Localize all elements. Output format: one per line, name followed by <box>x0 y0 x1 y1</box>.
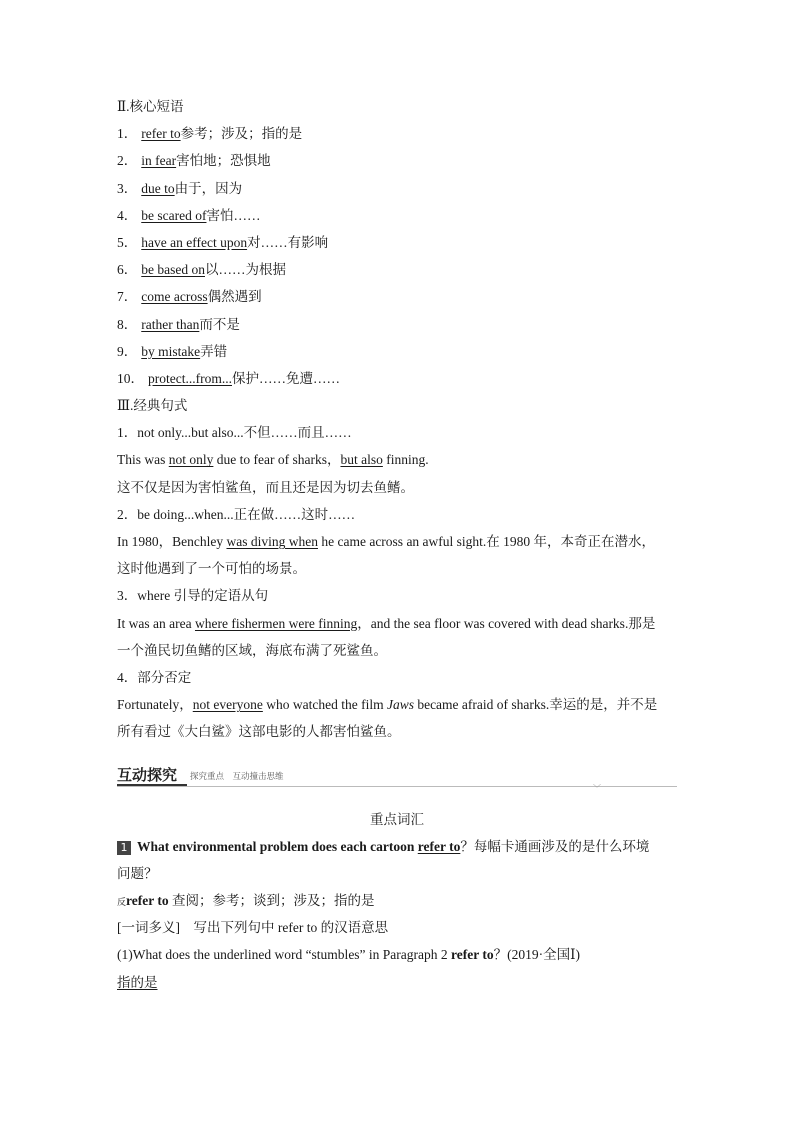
phrase-number: 3． <box>117 180 138 196</box>
section-title: Ⅱ.核心短语 <box>117 99 184 114</box>
phrase-item <box>117 120 677 147</box>
text: finning. <box>382 452 429 468</box>
instruction: [一词多义] 写出下列句中 refer to 的汉语意思 <box>117 920 389 936</box>
definition-word: refer to <box>126 893 169 909</box>
divider-notch-icon: ﹀ <box>593 783 601 793</box>
bold-text: refer to <box>451 947 494 963</box>
text: ，and the sea floor was covered with dead sharks.那是 <box>357 615 656 631</box>
phrase-chinese: 由于，因为 <box>174 180 243 196</box>
phrase-english: due to <box>141 180 175 196</box>
pattern-heading: 3．where 引导的定语从句 <box>117 588 269 604</box>
underlined-text: was diving when <box>226 534 318 549</box>
question-text-zh: ？每幅卡通画涉及的是什么环境 <box>460 838 650 854</box>
phrase-chinese: 害怕地；恐惧地 <box>176 153 271 169</box>
phrase-chinese: 以……为根据 <box>204 262 286 278</box>
question <box>117 833 677 860</box>
phrase-number: 8． <box>117 316 138 332</box>
phrase-number: 6． <box>117 262 138 278</box>
section-header <box>117 762 677 794</box>
phrase-english: come across <box>141 289 208 305</box>
example-sentence-en <box>117 528 677 555</box>
phrase-english: by mistake <box>141 343 201 359</box>
document-page <box>117 93 677 996</box>
question-cont: 问题？ <box>117 865 158 881</box>
underlined-text: refer to <box>417 838 461 854</box>
phrase-list <box>117 120 677 392</box>
definition-text: 查阅；参考；谈到；涉及；指的是 <box>168 893 375 909</box>
phrase-number: 2． <box>117 153 138 169</box>
phrase-number: 1． <box>117 126 138 142</box>
answer-text: 指的是 <box>117 974 158 990</box>
phrase-number: 10． <box>117 370 144 386</box>
text: Fortunately， <box>117 697 193 713</box>
header-title: 互动探究 <box>117 765 178 784</box>
phrase-english: be scared of <box>141 207 207 223</box>
underlined-text: not everyone <box>192 697 263 713</box>
question-number-badge: 1 <box>117 841 131 855</box>
example-sentence-zh: 一个渔民切鱼鳍的区域，海底布满了死鲨鱼。 <box>117 642 387 658</box>
text: (1)What does the underlined word “stumbles” in Paragraph 2 <box>117 947 452 963</box>
phrase-item <box>117 147 677 174</box>
phrase-item <box>117 229 677 256</box>
example-sentence-en <box>117 691 677 718</box>
text: ？(2019·全国Ⅰ) <box>493 947 580 963</box>
example-sentence-en <box>117 610 677 637</box>
phrase-number: 5． <box>117 234 138 250</box>
text: In 1980，Benchley <box>117 534 227 549</box>
question-text: What environmental problem does each cartoon <box>137 838 418 854</box>
film-title: Jaws <box>386 697 414 713</box>
phrase-chinese: 弄错 <box>200 343 228 359</box>
phrase-chinese: 保护……免遭…… <box>231 370 340 386</box>
tag-icon: 反 <box>117 897 127 908</box>
phrase-item <box>117 202 677 229</box>
phrase-number: 7． <box>117 289 138 305</box>
underlined-text: where fishermen were finning <box>194 615 358 631</box>
phrase-english: rather than <box>141 316 200 332</box>
phrase-chinese: 对……有影响 <box>247 234 329 250</box>
phrase-english: protect...from... <box>148 370 232 386</box>
phrase-item <box>117 338 677 365</box>
phrase-number: 4． <box>117 207 138 223</box>
phrase-chinese: 参考；涉及；指的是 <box>180 126 303 142</box>
subsection-heading: 重点词汇 <box>370 811 424 827</box>
example-sentence-en <box>117 446 677 473</box>
phrase-chinese: 而不是 <box>199 316 240 332</box>
text: This was <box>117 452 169 468</box>
phrase-chinese: 偶然遇到 <box>207 289 262 305</box>
phrase-item <box>117 256 677 283</box>
text: he came across an awful sight.在 1980 年，本奇正在潜水， <box>317 534 656 549</box>
pattern-heading: 4．部分否定 <box>117 669 192 685</box>
example-sentence-zh: 所有看过《大白鲨》这部电影的人都害怕鲨鱼。 <box>117 724 401 740</box>
header-subtitle: 探究重点 互动撞击思维 <box>190 771 284 782</box>
example-item <box>117 941 677 968</box>
pattern-heading: 2．be doing...when...正在做……这时…… <box>117 506 356 522</box>
phrase-english: in fear <box>141 153 177 169</box>
phrase-chinese: 害怕…… <box>206 207 261 223</box>
definition <box>117 887 677 914</box>
underlined-text: not only <box>168 452 214 468</box>
phrase-item <box>117 283 677 310</box>
phrase-english: have an effect upon <box>141 234 248 250</box>
text: became afraid of sharks.幸运的是，并不是 <box>413 697 658 713</box>
phrase-item <box>117 175 677 202</box>
phrase-item <box>117 365 677 392</box>
example-sentence-zh: 这时他遇到了一个可怕的场景。 <box>117 561 306 577</box>
answer <box>117 969 677 996</box>
pattern-heading: 1．not only...but also...不但……而且…… <box>117 425 352 441</box>
phrase-english: refer to <box>141 126 181 142</box>
text: due to fear of sharks， <box>213 452 341 468</box>
text: who watched the film <box>262 697 387 713</box>
underlined-text: but also <box>340 452 383 468</box>
example-sentence-zh: 这不仅是因为害怕鲨鱼，而且还是因为切去鱼鳍。 <box>117 479 414 495</box>
phrase-english: be based on <box>141 262 205 278</box>
section-title: Ⅲ.经典句式 <box>117 398 188 414</box>
phrase-item <box>117 311 677 338</box>
phrase-number: 9． <box>117 343 138 359</box>
text: It was an area <box>117 615 195 631</box>
